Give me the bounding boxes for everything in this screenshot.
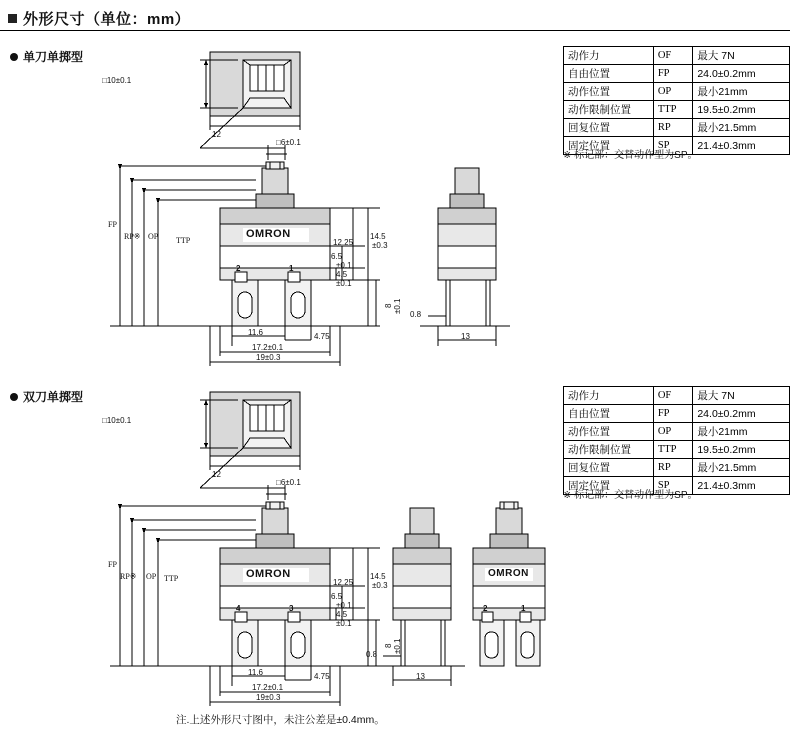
- spec-name: 动作限制位置: [564, 101, 654, 119]
- label-pin-6: □6±0.1: [276, 478, 301, 487]
- spec-name: 固定位置: [564, 137, 654, 155]
- spec-code: SP: [653, 477, 693, 495]
- label-14-5: 14.5: [370, 572, 386, 581]
- spec-value: 21.4±0.3mm: [693, 477, 790, 495]
- dot-bullet-icon: [10, 53, 18, 61]
- table-row: [564, 119, 790, 137]
- spec-value: 21.4±0.3mm: [693, 137, 790, 155]
- spec-table-dpst-note: ※ 标记部：交替动作型为SP。: [563, 490, 698, 501]
- spec-code: OP: [653, 83, 693, 101]
- label-tol-01a: ±0.1: [336, 261, 352, 270]
- drawing-dpst: [80, 380, 560, 710]
- label-op: OP: [146, 572, 157, 581]
- label-19: 19±0.3: [256, 693, 281, 702]
- terminal-label-1: 1: [521, 604, 526, 613]
- label-rp: RP※: [120, 572, 137, 581]
- terminal-label-2: 2: [483, 604, 488, 613]
- dot-bullet-icon: [10, 393, 18, 401]
- spec-value: 19.5±0.2mm: [693, 441, 790, 459]
- label-fp: FP: [108, 560, 117, 569]
- spec-name: 动作位置: [564, 83, 654, 101]
- square-bullet-icon: [8, 14, 17, 23]
- spec-name: 回复位置: [564, 119, 654, 137]
- label-side-13: 13: [416, 672, 425, 681]
- section-heading-dpst-label: 双刀单掷型: [23, 390, 84, 404]
- spec-code: FP: [653, 405, 693, 423]
- spec-name: 自由位置: [564, 65, 654, 83]
- label-tol-03: ±0.3: [372, 581, 388, 590]
- spec-table-dpst: [563, 386, 790, 495]
- terminal-label-2: 2: [236, 264, 241, 273]
- spec-value: 最大 7N: [693, 47, 790, 65]
- table-row: [564, 441, 790, 459]
- spec-value: 最小21.5mm: [693, 459, 790, 477]
- brand-label-front: OMRON: [246, 568, 291, 580]
- label-6-5: 6.5: [331, 252, 343, 261]
- spec-value: 24.0±0.2mm: [693, 405, 790, 423]
- label-fp: FP: [108, 220, 117, 229]
- brand-label-rear: OMRON: [488, 568, 529, 579]
- label-side-13: 13: [461, 332, 470, 341]
- spec-code: OF: [653, 387, 693, 405]
- spec-value: 最小21.5mm: [693, 119, 790, 137]
- label-tol-03: ±0.3: [372, 241, 388, 250]
- label-square-10: □10±0.1: [102, 76, 132, 85]
- label-tol-01b: ±0.1: [336, 619, 352, 628]
- table-row: [564, 459, 790, 477]
- terminal-label-1: 1: [289, 264, 294, 273]
- label-8: 8: [384, 303, 393, 308]
- label-ttp: TTP: [176, 236, 191, 245]
- label-17-2: 17.2±0.1: [252, 683, 284, 692]
- spec-value: 19.5±0.2mm: [693, 101, 790, 119]
- label-square-10: □10±0.1: [102, 416, 132, 425]
- spec-name: 动作力: [564, 47, 654, 65]
- table-row: [564, 405, 790, 423]
- table-row: [564, 83, 790, 101]
- label-11-6: 11.6: [248, 328, 263, 337]
- terminal-label-3: 3: [289, 604, 294, 613]
- spec-value: 最大 7N: [693, 387, 790, 405]
- label-ttp: TTP: [164, 574, 179, 583]
- label-depth-12: 12: [212, 470, 221, 479]
- page-title-text: 外形尺寸（单位：mm）: [23, 11, 191, 28]
- spec-code: OP: [653, 423, 693, 441]
- spec-value: 最小21mm: [693, 83, 790, 101]
- label-side-0-8: 0.8: [410, 310, 422, 319]
- spec-code: FP: [653, 65, 693, 83]
- spec-value: 最小21mm: [693, 423, 790, 441]
- table-row: [564, 65, 790, 83]
- footer-note: 注.上述外形尺寸图中，未注公差是±0.4mm。: [176, 714, 385, 726]
- label-12-25: 12.25: [333, 238, 354, 247]
- label-depth-12: 12: [212, 130, 221, 139]
- label-tol-01c: ±0.1: [393, 298, 402, 314]
- label-17-2: 17.2±0.1: [252, 343, 284, 352]
- label-op: OP: [148, 232, 159, 241]
- spec-code: SP: [653, 137, 693, 155]
- spec-value: 24.0±0.2mm: [693, 65, 790, 83]
- label-tol-01c: ±0.1: [393, 638, 402, 654]
- label-19: 19±0.3: [256, 353, 281, 362]
- label-rp: RP※: [124, 232, 141, 241]
- section-heading-spst: [10, 48, 83, 65]
- label-4-5: 4.5: [336, 270, 348, 279]
- spec-code: RP: [653, 119, 693, 137]
- label-14-5: 14.5: [370, 232, 386, 241]
- label-pin-6: □6±0.1: [276, 138, 301, 147]
- spec-code: RP: [653, 459, 693, 477]
- label-12-25: 12.25: [333, 578, 354, 587]
- header-divider: [0, 30, 790, 31]
- drawing-spst: [80, 40, 550, 370]
- table-row: [564, 47, 790, 65]
- table-row: [564, 387, 790, 405]
- brand-label-front: OMRON: [246, 228, 291, 240]
- label-4-75: 4.75: [314, 672, 330, 681]
- terminal-label-4: 4: [236, 604, 241, 613]
- label-4-75: 4.75: [314, 332, 330, 341]
- page-title: [8, 8, 190, 29]
- spec-table-spst: [563, 46, 790, 155]
- spec-name: 固定位置: [564, 477, 654, 495]
- section-heading-spst-label: 单刀单掷型: [23, 50, 84, 64]
- spec-name: 动作位置: [564, 423, 654, 441]
- label-4-5: 4.5: [336, 610, 348, 619]
- spec-code: OF: [653, 47, 693, 65]
- label-tol-01a: ±0.1: [336, 601, 352, 610]
- label-8: 8: [384, 643, 393, 648]
- label-side-0-8: 0.8: [366, 650, 378, 659]
- spec-name: 自由位置: [564, 405, 654, 423]
- spec-table-spst-note: ※ 标记部：交替动作型为SP。: [563, 150, 698, 161]
- label-tol-01b: ±0.1: [336, 279, 352, 288]
- table-row: [564, 101, 790, 119]
- table-row: [564, 423, 790, 441]
- label-11-6: 11.6: [248, 668, 263, 677]
- section-heading-dpst: [10, 388, 83, 405]
- spec-name: 回复位置: [564, 459, 654, 477]
- spec-code: TTP: [653, 441, 693, 459]
- spec-name: 动作限制位置: [564, 441, 654, 459]
- spec-name: 动作力: [564, 387, 654, 405]
- spec-code: TTP: [653, 101, 693, 119]
- label-6-5: 6.5: [331, 592, 343, 601]
